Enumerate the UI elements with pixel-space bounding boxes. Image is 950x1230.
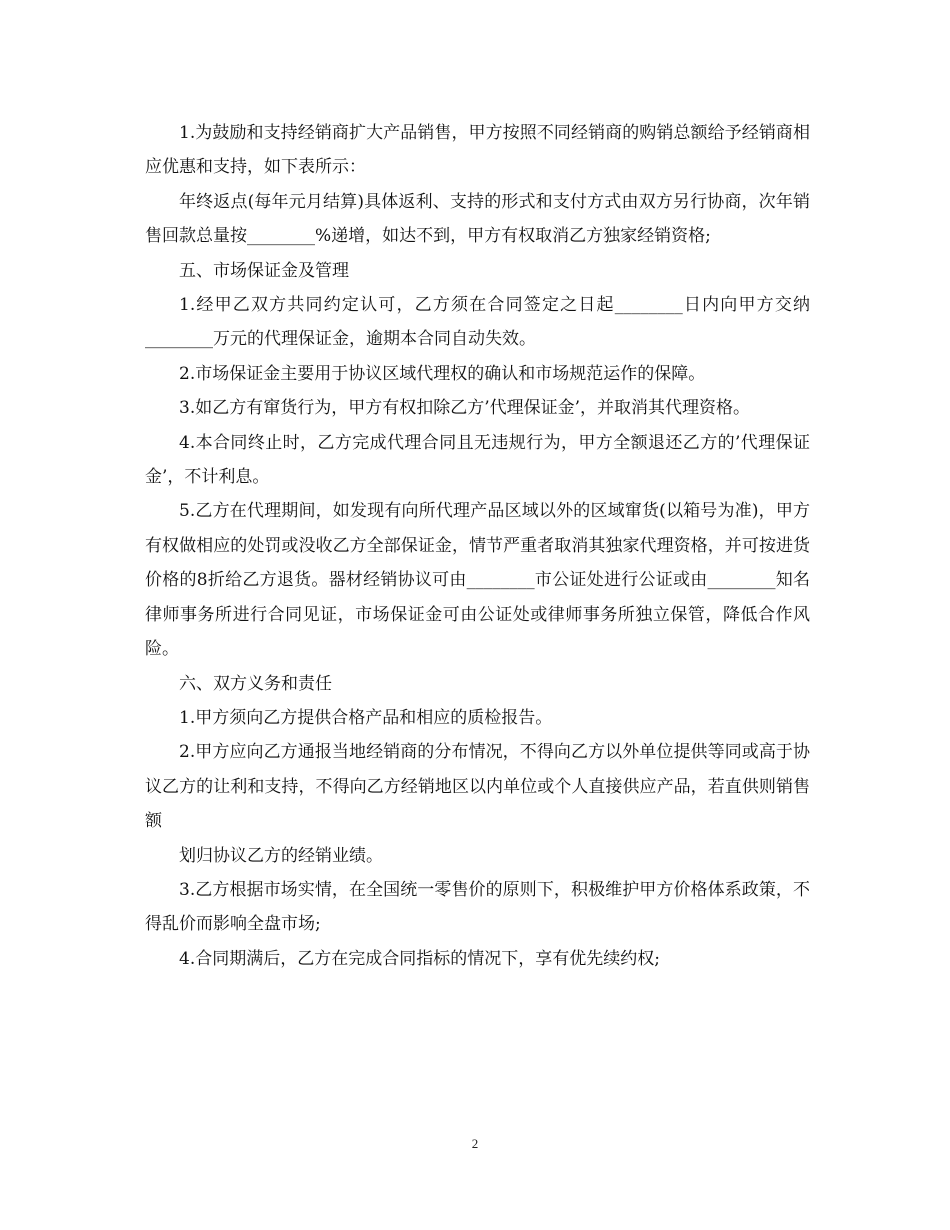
paragraph-deposit-3: 3.如乙方有窜货行为，甲方有权扣除乙方’代理保证金’，并取消其代理资格。 [179,398,751,419]
paragraph-deposit-5: 5.乙方在代理期间，如发现有向所代理产品区域以外的区域窜货(以箱号为准)，甲方有权做相应的处罚或没收乙方全部保证金，情节严重者取消其独家代理资格，并可按进货价格的8折给乙方退货。器材经销协议可由________市公证处进行公证或由________知名律师事务所进行合同见证，市场保证金可由公证处或律师事务所独立保管，降低合作风险。 [145,501,810,660]
paragraph-obligation-2-cont: 划归协议乙方的经销业绩。 [179,845,383,866]
paragraph-obligation-1: 1.甲方须向乙方提供合格产品和相应的质检报告。 [179,707,553,728]
paragraph-obligation-2: 2.甲方应向乙方通报当地经销商的分布情况，不得向乙方以外单位提供等同或高于协议乙方的让利和支持，不得向乙方经销地区以内单位或个人直接供应产品，若直供则销售额 [145,742,810,832]
paragraph-year-end-rebate: 年终返点(每年元月结算)具体返利、支持的形式和支付方式由双方另行协商，次年销售回款总量按________%递增，如达不到，甲方有权取消乙方独家经销资格; [145,191,810,247]
paragraph-rebate-support: 1.为鼓励和支持经销商扩大产品销售，甲方按照不同经销商的购销总额给予经销商相应优惠和支持，如下表所示： [145,123,810,178]
paragraph-obligation-4: 4.合同期满后，乙方在完成合同指标的情况下，享有优先续约权; [179,948,660,969]
section-heading-obligations: 六、双方义务和责任 [179,673,332,694]
paragraph-obligation-3: 3.乙方根据市场实情，在全国统一零售价的原则下，积极维护甲方价格体系政策，不得乱价而影响全盘市场; [145,879,810,935]
page-number: 2 [471,1136,479,1151]
paragraph-deposit-2: 2.市场保证金主要用于协议区域代理权的确认和市场规范运作的保障。 [179,363,706,384]
section-heading-deposit: 五、市场保证金及管理 [179,260,349,281]
document-body [145,116,810,976]
paragraph-deposit-4: 4.本合同终止时，乙方完成代理合同且无违规行为，甲方全额退还乙方的’代理保证金’，不计利息。 [145,432,810,488]
paragraph-deposit-1: 1.经甲乙双方共同约定认可，乙方须在合同签定之日起________日内向甲方交纳________万元的代理保证金，逾期本合同自动失效。 [145,295,810,350]
